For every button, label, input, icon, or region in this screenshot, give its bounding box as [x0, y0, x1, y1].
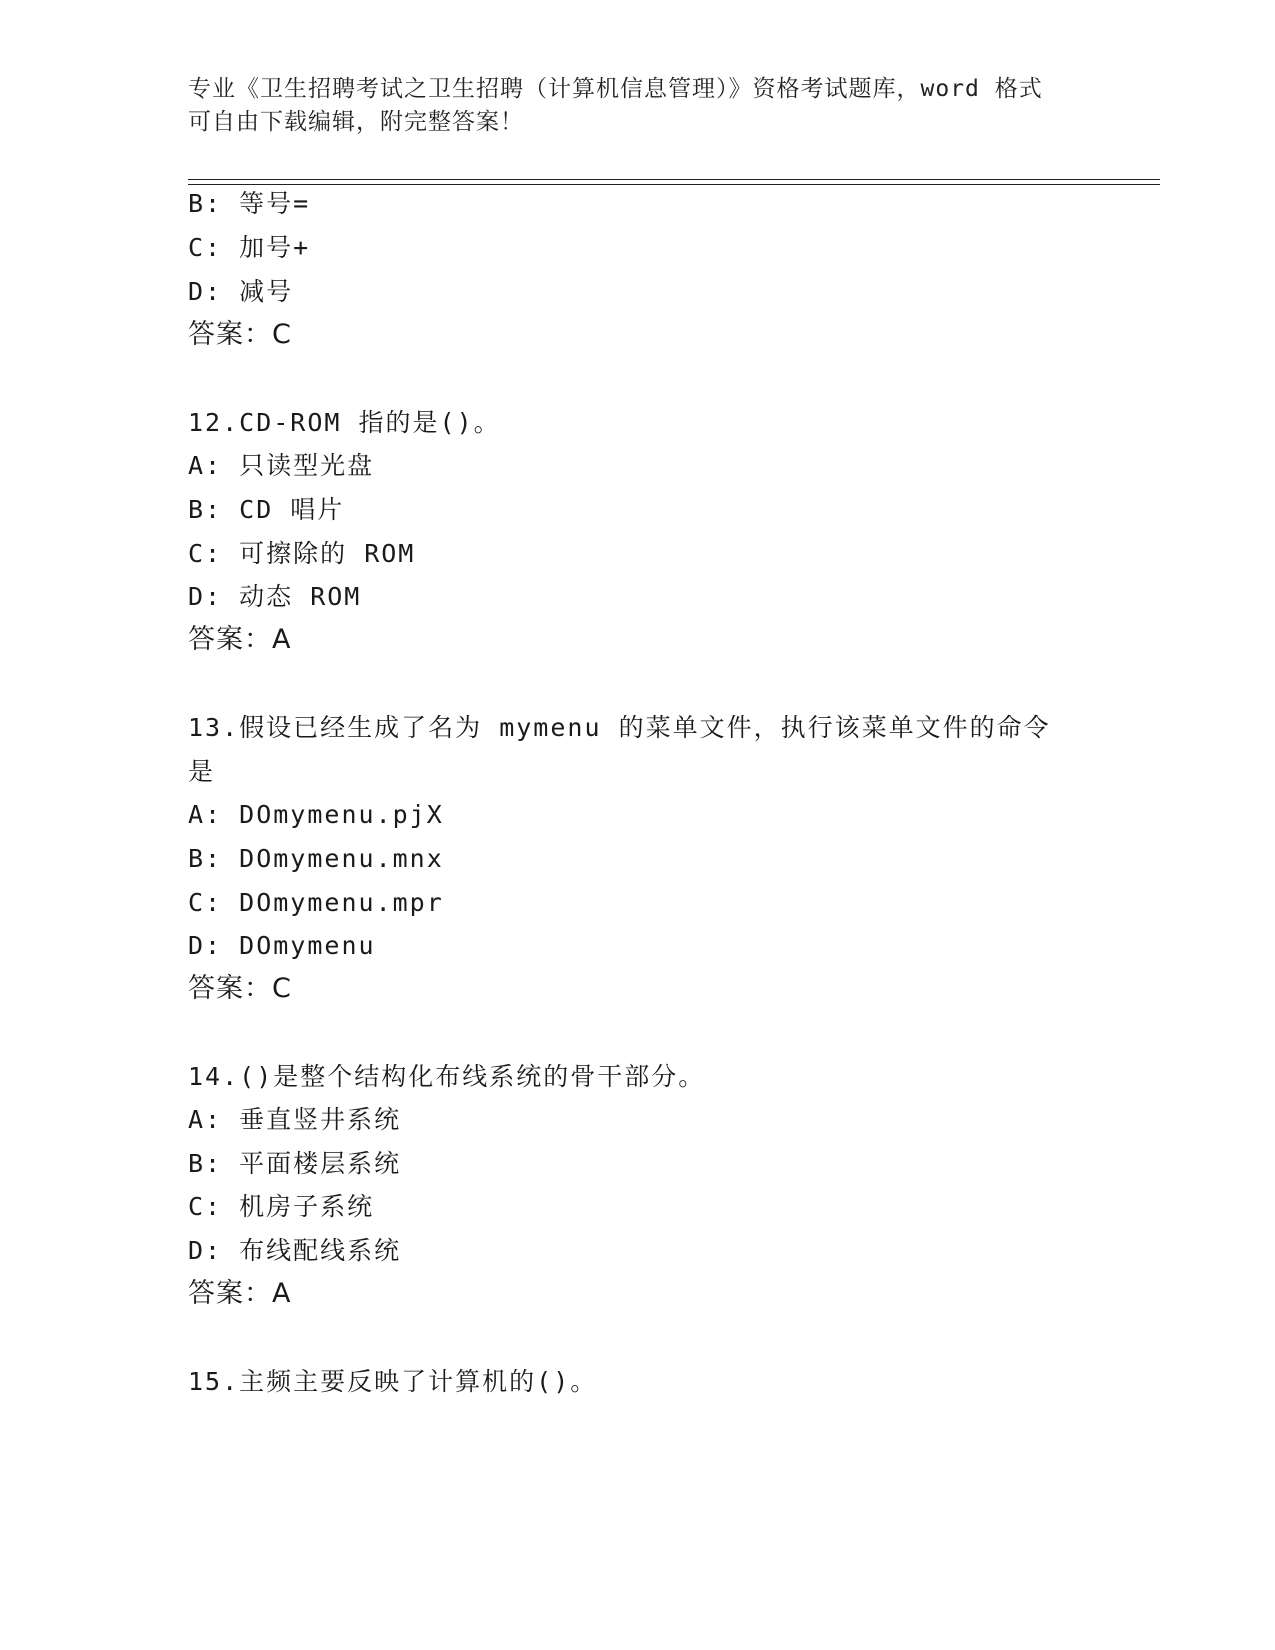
option-b: B: 平面楼层系统 [188, 1149, 402, 1178]
answer-line: 答案：C [188, 973, 292, 1004]
header-line-1: 专业《卫生招聘考试之卫生招聘（计算机信息管理）》资格考试题库，word 格式 [188, 76, 1043, 102]
option-d: D: DOmymenu [188, 931, 376, 960]
option-c: C: 机房子系统 [188, 1192, 375, 1221]
option-d: D: 减号 [188, 277, 294, 306]
option-a: A: 垂直竖井系统 [188, 1105, 402, 1134]
option-d: D: 动态 ROM [188, 582, 362, 611]
header-divider-top [188, 179, 1160, 180]
option-b: B: CD 唱片 [188, 495, 345, 524]
question-13-continued: 是 [188, 757, 216, 786]
option-d: D: 布线配线系统 [188, 1236, 402, 1265]
option-c: C: 加号+ [188, 233, 311, 262]
answer-line: 答案：A [188, 624, 292, 655]
header-divider-bottom [188, 184, 1160, 185]
option-a: A: DOmymenu.pjX [188, 800, 444, 829]
answer-line: 答案：A [188, 1278, 292, 1309]
option-a: A: 只读型光盘 [188, 451, 375, 480]
option-b: B: DOmymenu.mnx [188, 844, 444, 873]
header-line-2: 可自由下载编辑，附完整答案！ [188, 109, 524, 135]
question-13: 13.假设已经生成了名为 mymenu 的菜单文件，执行该菜单文件的命令 [188, 713, 1051, 742]
option-c: C: 可擦除的 ROM [188, 539, 416, 568]
question-15: 15.主频主要反映了计算机的()。 [188, 1367, 598, 1396]
question-14: 14.()是整个结构化布线系统的骨干部分。 [188, 1062, 706, 1091]
answer-line: 答案：C [188, 319, 292, 350]
question-12: 12.CD-ROM 指的是()。 [188, 408, 501, 437]
option-b: B: 等号= [188, 189, 311, 218]
document-header [188, 73, 1088, 139]
option-c: C: DOmymenu.mpr [188, 888, 444, 917]
